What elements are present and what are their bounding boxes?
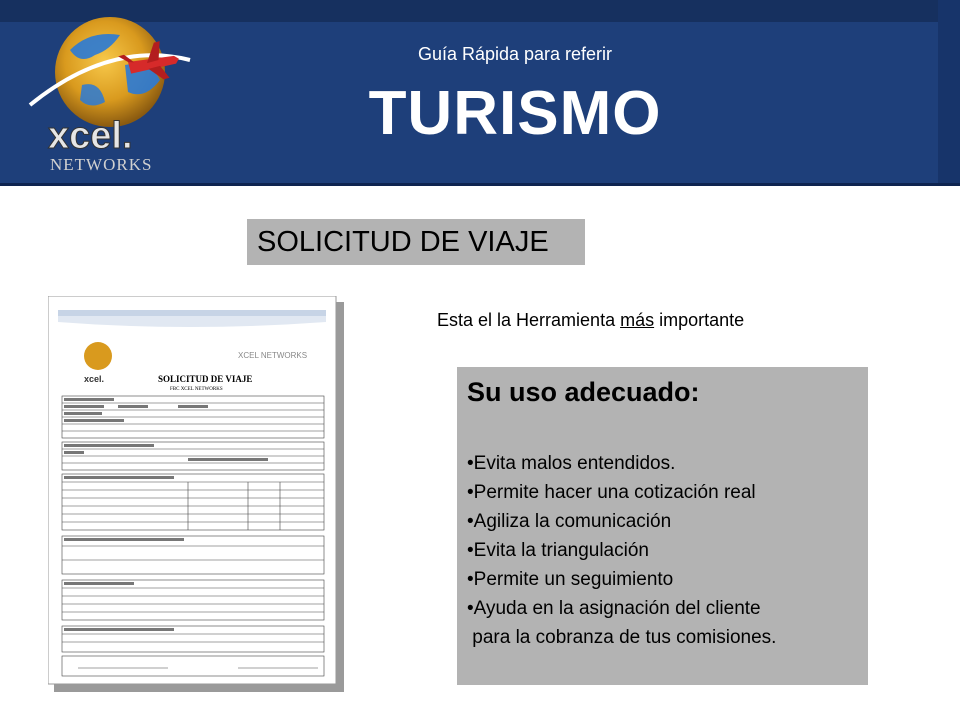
- form-title: SOLICITUD DE VIAJE: [158, 374, 253, 384]
- list-item: para la cobranza de tus comisiones.: [467, 627, 777, 648]
- list-item: •Ayuda en la asignación del cliente: [467, 598, 761, 619]
- info-bullet-list: [467, 449, 776, 652]
- list-item: •Permite un seguimiento: [467, 569, 674, 590]
- form-brand: XCEL NETWORKS: [238, 351, 308, 360]
- section-label: SOLICITUD DE VIAJE: [247, 219, 585, 265]
- xcel-networks-logo: [10, 10, 230, 178]
- info-title: Su uso adecuado:: [467, 377, 700, 407]
- travel-request-form-image: [48, 296, 344, 692]
- tagline-before: Esta el la Herramienta: [437, 310, 621, 330]
- header-banner: [0, 0, 960, 186]
- list-item: •Agiliza la comunicación: [467, 511, 672, 532]
- form-org: FBC XCEL NETWORKS: [170, 387, 223, 392]
- page-title: TURISMO: [368, 79, 662, 148]
- tagline: [437, 310, 744, 331]
- header-right-band: [938, 0, 960, 186]
- info-box: [457, 367, 868, 685]
- form-fields: [62, 396, 324, 676]
- tagline-emphasis: más: [620, 310, 655, 330]
- logo-wordmark: xcel.: [48, 115, 133, 157]
- list-item: •Evita malos entendidos.: [467, 453, 676, 474]
- svg-text:xcel.: xcel.: [84, 374, 105, 384]
- logo-subword: NETWORKS: [50, 155, 153, 174]
- header-subtitle: Guía Rápida para referir: [417, 44, 613, 64]
- tagline-after: importante: [654, 310, 745, 330]
- header-bottom-line: [0, 183, 960, 186]
- form-logo-icon: [84, 342, 112, 370]
- list-item: •Permite hacer una cotización real: [467, 482, 756, 503]
- list-item: •Evita la triangulación: [467, 540, 649, 561]
